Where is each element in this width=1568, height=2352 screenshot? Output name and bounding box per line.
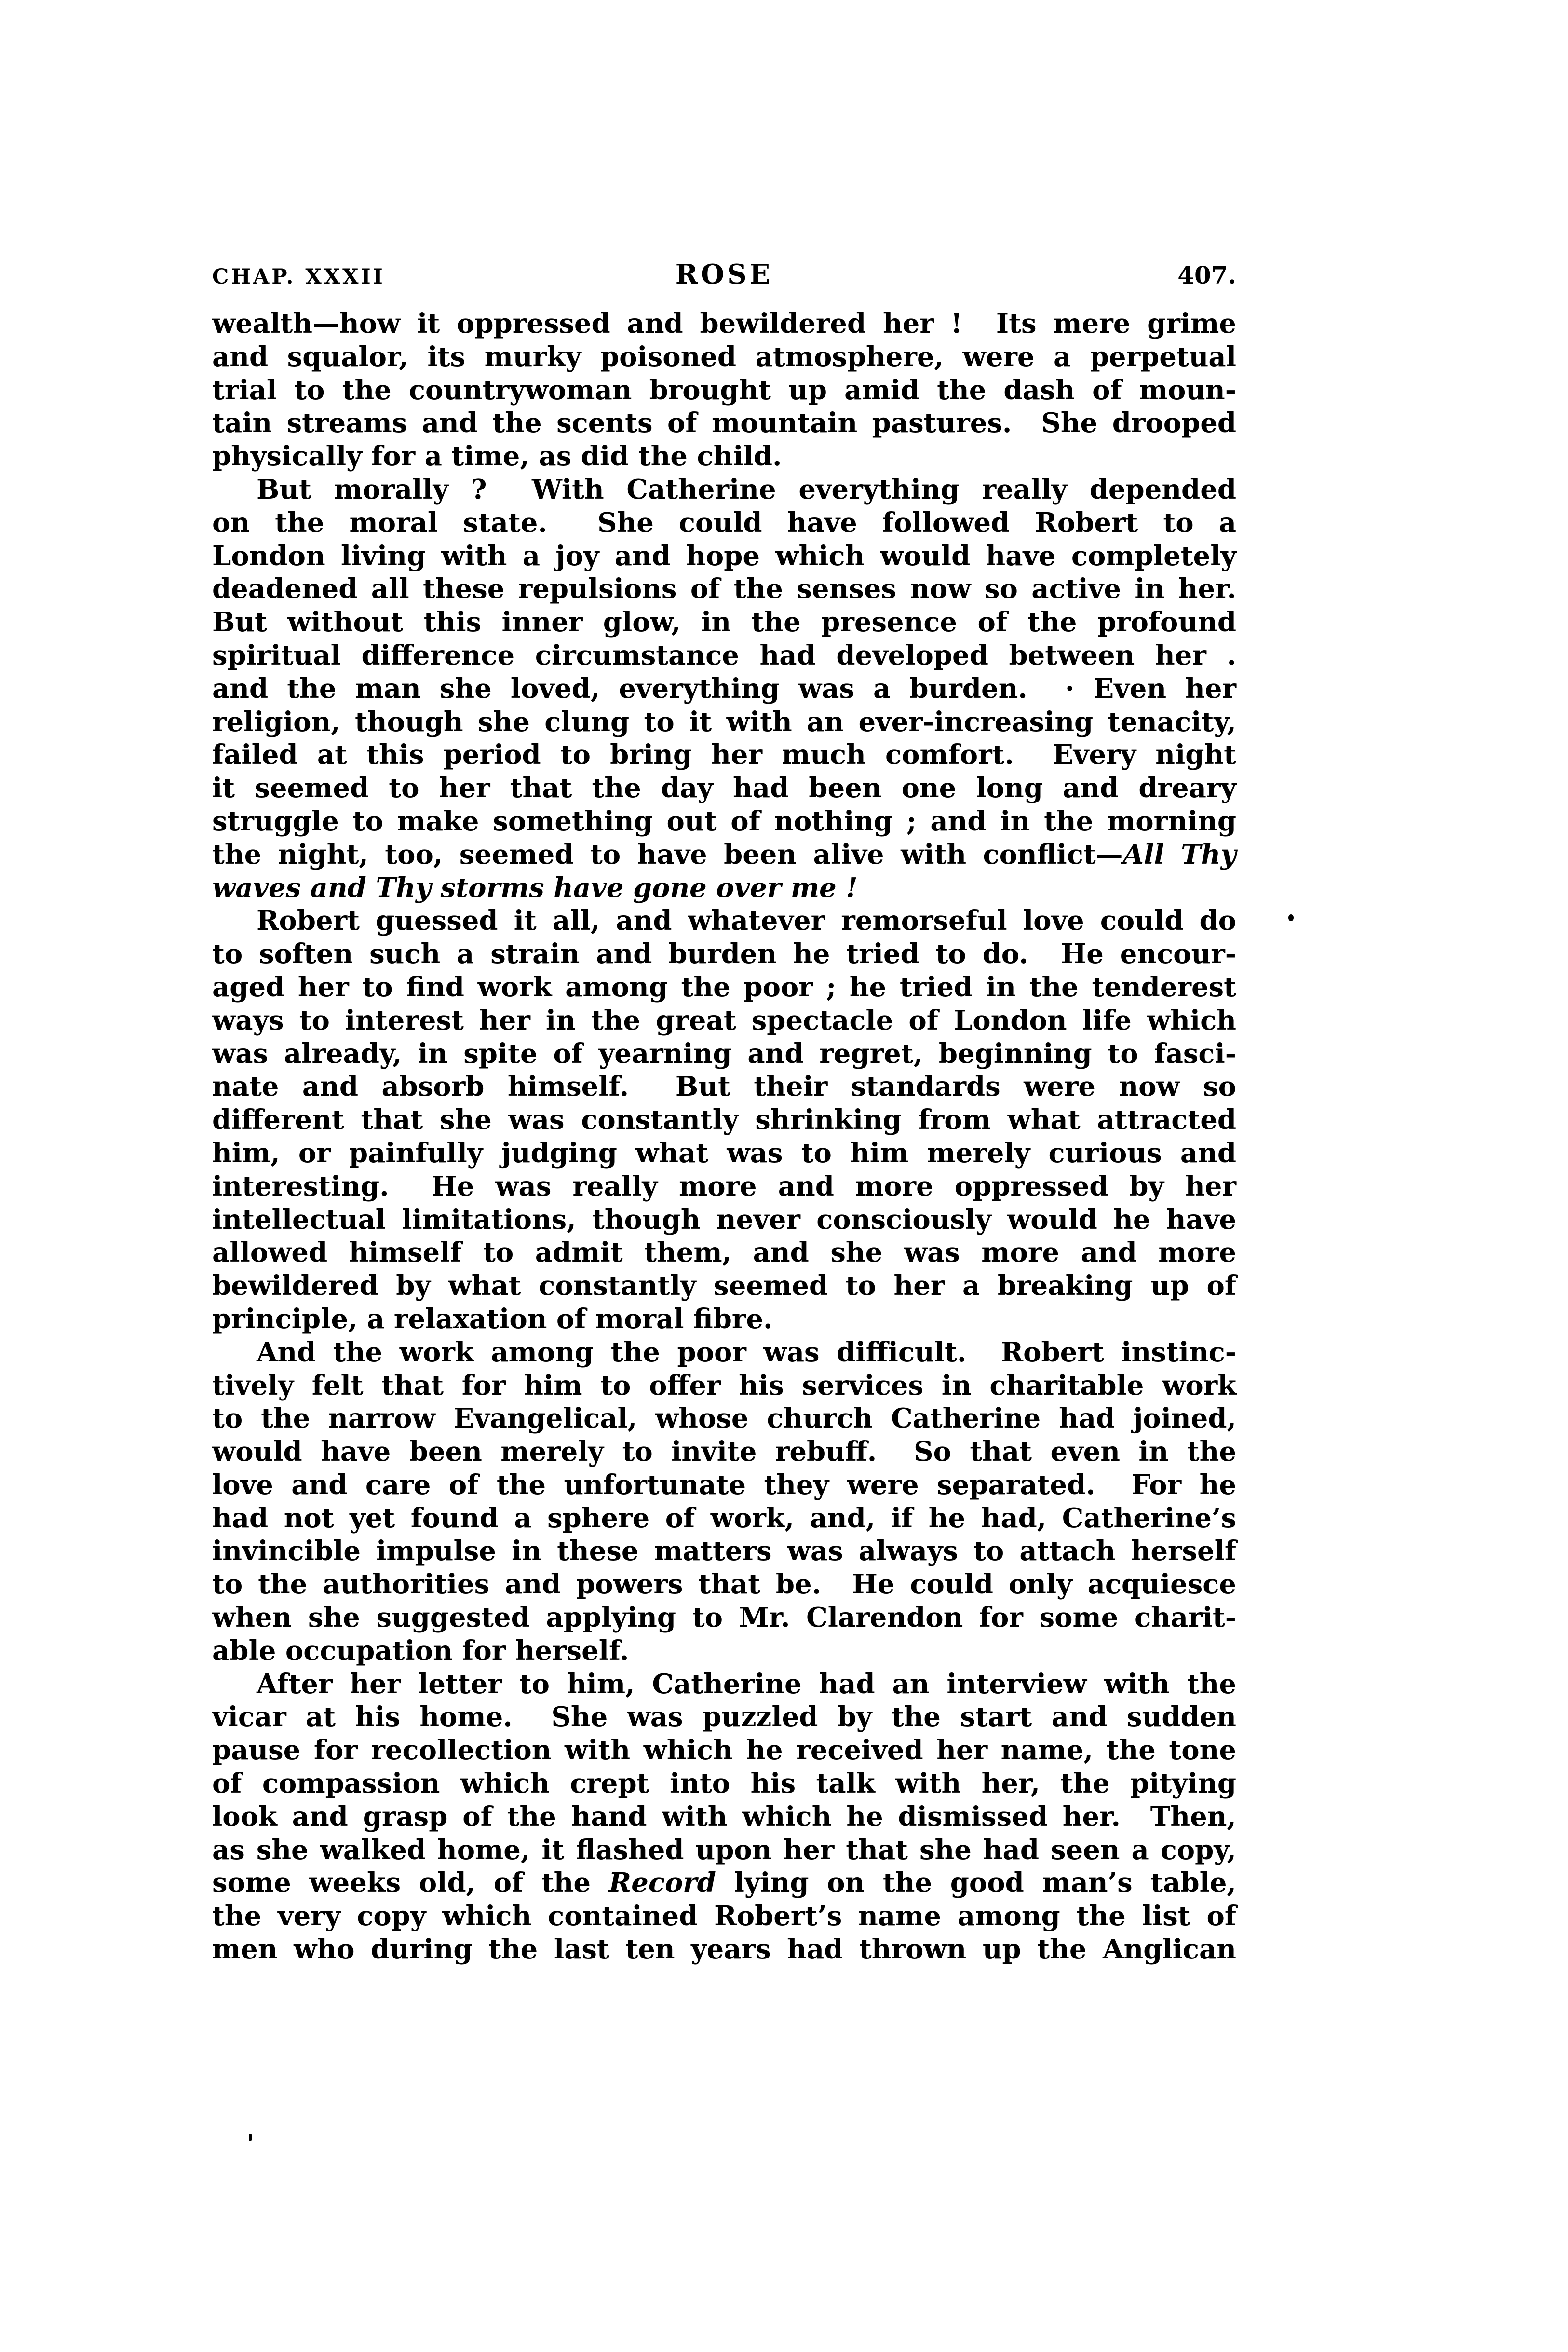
text-line: was already, in spite of yearning and regret, beginning to fasci- [212, 1037, 1236, 1070]
text-line: Robert guessed it all, and whatever remorseful love could do [257, 905, 1236, 937]
text-line: would have been merely to invite rebuff. So that even in the [212, 1436, 1236, 1468]
text-line: religion, though she clung to it with an ever-increasing tenacity, [212, 706, 1236, 738]
ink-speck [249, 2134, 252, 2141]
text-line: vicar at his home. She was puzzled by the start and sudden [212, 1701, 1236, 1733]
text-line: had not yet found a sphere of work, and, if he had, Catherine’s [212, 1502, 1236, 1534]
text-line: to soften such a strain and burden he tried to do. He encour- [212, 938, 1236, 970]
text-line: and the man she loved, everything was a burden. · Even her [212, 672, 1236, 705]
text-line: intellectual limitations, though never consciously would he have [212, 1203, 1236, 1236]
ink-speck [1288, 914, 1294, 921]
text-line: trial to the countrywoman brought up amid the dash of moun- [212, 374, 1236, 406]
text-line: aged her to find work among the poor ; he tried in the tenderest [212, 971, 1236, 1003]
text-line: tain streams and the scents of mountain pastures. She drooped [212, 407, 1236, 439]
text-line: different that she was constantly shrinking from what attracted [212, 1104, 1236, 1136]
text-line: struggle to make something out of nothing ; and in the morning [212, 805, 1236, 837]
text-line: But morally ? With Catherine everything really depended [257, 473, 1236, 505]
running-title: ROSE [675, 258, 773, 290]
text-line: physically for a time, as did the child. [212, 440, 782, 473]
text-line: waves and Thy storms have gone over me ! [212, 871, 858, 904]
text-line: of compassion which crept into his talk with her, the pitying [212, 1767, 1236, 1800]
text-line: London living with a joy and hope which would have completely [212, 540, 1236, 572]
page-header [212, 258, 1236, 290]
text-line: on the moral state. She could have followed Robert to a [212, 506, 1236, 539]
text-line: look and grasp of the hand with which he dismissed her. Then, [212, 1800, 1236, 1833]
chapter-label: CHAP. XXXII [212, 265, 385, 289]
text-line: deadened all these repulsions of the senses now so active in her. [212, 573, 1236, 605]
text-line: invincible impulse in these matters was always to attach herself [212, 1535, 1236, 1567]
text-line: principle, a relaxation of moral fibre. [212, 1303, 773, 1335]
text-line: nate and absorb himself. But their standards were now so [212, 1071, 1236, 1103]
paragraph [212, 473, 1236, 904]
text-line: the night, too, seemed to have been alive with conflict—All Thy [212, 838, 1236, 870]
page-number: 407. [1177, 261, 1236, 289]
text-line: some weeks old, of the Record lying on the good man’s table, [212, 1867, 1236, 1899]
text-line: as she walked home, it flashed upon her that she had seen a copy, [212, 1834, 1236, 1866]
text-line: spiritual difference circumstance had developed between her . [212, 639, 1236, 671]
text-line: bewildered by what constantly seemed to her a breaking up of [212, 1270, 1236, 1302]
text-line: allowed himself to admit them, and she was more and more [212, 1237, 1236, 1269]
text-line: the very copy which contained Robert’s name among the list of [212, 1900, 1236, 1932]
text-line: men who during the last ten years had thrown up the Anglican [212, 1933, 1236, 1966]
text-line: After her letter to him, Catherine had an interview with the [257, 1668, 1236, 1700]
text-line: able occupation for herself. [212, 1634, 629, 1667]
text-line: tively felt that for him to offer his services in charitable work [212, 1369, 1236, 1401]
text-line: and squalor, its murky poisoned atmosphere, were a perpetual [212, 340, 1236, 373]
paragraph [212, 307, 1236, 473]
paragraph [212, 1668, 1236, 1966]
text-line: failed at this period to bring her much comfort. Every night [212, 739, 1236, 771]
text-line: him, or painfully judging what was to him merely curious and [212, 1137, 1236, 1169]
text-line: wealth—how it oppressed and bewildered her ! Its mere grime [212, 308, 1236, 340]
text-line: love and care of the unfortunate they were separated. For he [212, 1468, 1236, 1501]
text-line: it seemed to her that the day had been one long and dreary [212, 772, 1236, 804]
text-line: interesting. He was really more and more oppressed by her [212, 1170, 1236, 1202]
text-line: pause for recollection with which he received her name, the tone [212, 1734, 1236, 1767]
text-line: And the work among the poor was difficult. Robert instinc- [257, 1336, 1236, 1368]
paragraph [212, 1336, 1236, 1668]
text-line: But without this inner glow, in the presence of the profound [212, 606, 1236, 639]
paragraph [212, 904, 1236, 1335]
page-body [212, 307, 1236, 1966]
text-line: to the authorities and powers that be. He could only acquiesce [212, 1568, 1236, 1601]
text-line: to the narrow Evangelical, whose church Catherine had joined, [212, 1402, 1236, 1435]
text-line: ways to interest her in the great spectacle of London life which [212, 1004, 1236, 1036]
text-line: when she suggested applying to Mr. Clarendon for some charit- [212, 1602, 1236, 1634]
